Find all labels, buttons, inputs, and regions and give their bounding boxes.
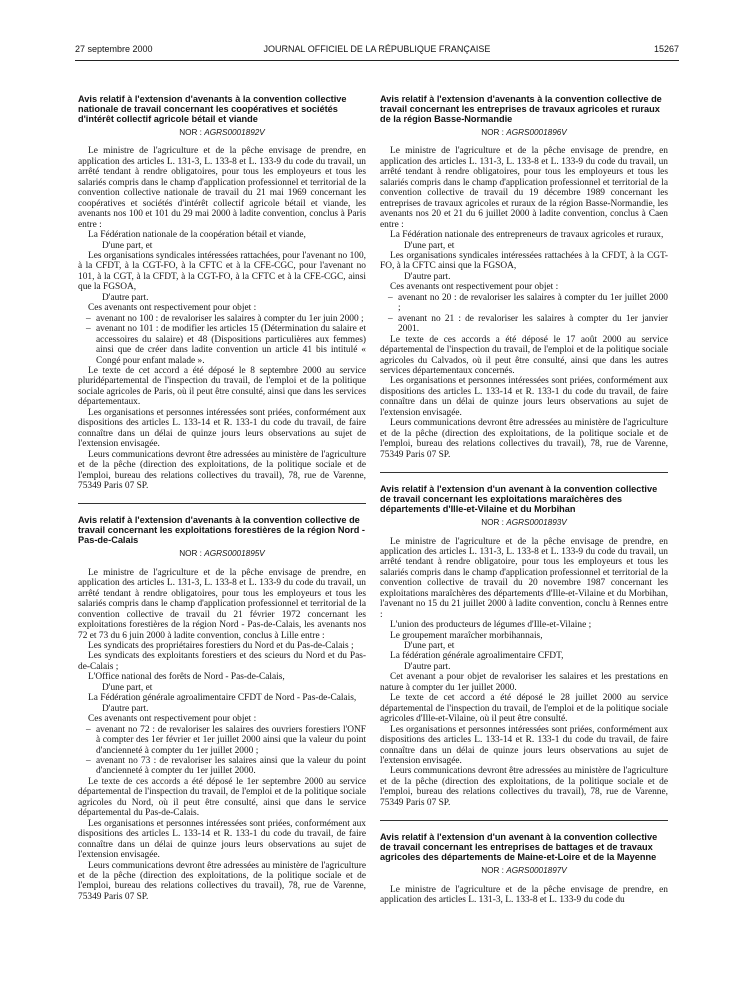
paragraph: Le ministre de l'agriculture et de la pêche envisage de prendre, en application des articles L. 131-3, L. 133-8 et L. 133-9 du code du travail, un arrêté tendant à rendre obligatoire, pour tous les employeurs et tous les salariés compris dans le champ d'application professionnel et territorial de la convention collective de travail du 20 novembre 1987 concernant les exploitations maraîchères des départements d'Ille-et-Vilaine et du Morbihan, l'avenant no 15 du 21 juillet 2000 à ladite convention, conclu à Rennes entre :	[380, 536, 668, 620]
paragraph: Le ministre de l'agriculture et de la pêche envisage de prendre, en application des articles L. 131-3, L. 133-8 et L. 133-9 du code du travail, un arrêté tendant à rendre obligatoires, pour tous les employeurs et tous les salariés compris dans le champ d'application professionnel et territorial de la convention collective de travail du 19 décembre 1989 concernant les entreprises de travaux agricoles et ruraux de la région Basse-Normandie, les avenants nos 20 et 21 du 6 juillet 2000 à ladite convention, conclus à Caen entre :	[380, 146, 668, 230]
nor-code: AGRS0001896V	[506, 128, 567, 137]
paragraph: Le ministre de l'agriculture et de la pêche envisage de prendre, en application des articles L. 131-3, L. 133-8 et L. 133-9 du code du	[380, 884, 668, 906]
header-date: 27 septembre 2000	[75, 44, 153, 54]
list-item: – avenant no 101 : de modifier les articles 15 (Détermination du salaire et accessoires du salaire) et 48 (Dispositions particulières aux femmes) ainsi que de créer dans ladite convention un article 41 bis intitulé « Congé pour enfant malade ».	[88, 324, 366, 366]
nor-label: NOR :	[179, 128, 202, 137]
right-column	[380, 94, 668, 918]
nor-label: NOR :	[481, 518, 504, 528]
notice-cooperatives-betail-viande	[78, 94, 366, 491]
paragraph: Les syndicats des exploitants forestiers et des scieurs du Nord et du Pas-de-Calais ;	[78, 651, 366, 672]
nor-reference	[380, 866, 668, 876]
paragraph: D'une part, et	[404, 641, 455, 652]
article-separator	[78, 503, 366, 504]
paragraph: D'une part, et	[102, 240, 153, 251]
paragraph: Les syndicats des propriétaires forestiers du Nord et du Pas-de-Calais ;	[88, 641, 354, 652]
paragraph: D'autre part.	[102, 703, 149, 714]
paragraph: Les organisations et personnes intéressées sont priées, conformément aux dispositions des articles L. 133-14 et R. 133-1 du code du travail, de faire connaître dans un délai de quinze jours leurs observations au sujet de l'extension envisagée.	[380, 724, 668, 767]
nor-code: AGRS0001897V	[506, 866, 567, 876]
list-item: – avenant no 21 : de revaloriser les salaires à compter du 1er janvier 2001.	[390, 314, 668, 335]
list-item: – avenant no 72 : de revaloriser les salaires des ouvriers forestiers l'ONF à compter des 1er février et 1er juillet 2000 ainsi que la valeur du point d'ancienneté à compter du 1er juillet 2000 ;	[88, 725, 366, 756]
notice-exploitations-maraicheres	[380, 484, 668, 808]
notice-travaux-agricoles-basse-normandie	[380, 94, 668, 460]
paragraph: Cet avenant a pour objet de revaloriser les salaires et les prestations en nature à compter du 1er juillet 2000.	[380, 672, 668, 693]
paragraph: Les organisations syndicales intéressées rattachées à la CFDT, à la CGT-FO, à la CFTC ainsi que la FGSOA,	[380, 250, 668, 272]
notice-title: Avis relatif à l'extension d'avenants à la convention collective de travail concernant les entreprises de travaux agricoles et ruraux de la région Basse-Normandie	[380, 94, 662, 124]
paragraph: Ces avenants ont respectivement pour objet :	[88, 303, 257, 314]
paragraph: Les organisations et personnes intéressées sont priées, conformément aux dispositions des articles L. 133-14 et R. 133-1 du code du travail, de faire connaître dans un délai de quinze jours leurs observations au sujet de l'extension envisagée.	[380, 376, 668, 418]
paragraph: Le texte de cet accord a été déposé le 8 septembre 2000 au service pluridépartemental de l'inspection du travail, de l'emploi et de la politique sociale agricoles de Paris, où il peut être consulté, ainsi que dans les services départementaux.	[78, 365, 366, 408]
nor-reference	[380, 518, 668, 528]
amendment-list	[380, 293, 668, 335]
nor-reference	[78, 549, 366, 559]
nor-reference	[380, 128, 668, 138]
paragraph: D'autre part.	[404, 661, 451, 672]
paragraph: D'une part, et	[102, 682, 153, 693]
paragraph: Leurs communications devront être adressées au ministère de l'agriculture et de la pêche (direction des exploitations, de la politique sociale et de l'emploi, bureau des relations collectives du travail), 78, rue de Varenne, 75349 Paris 07 SP.	[380, 766, 668, 808]
paragraph: L'union des producteurs de légumes d'Ille-et-Vilaine ;	[390, 620, 592, 631]
nor-code: AGRS0001892V	[204, 128, 265, 137]
paragraph: La fédération générale agroalimentaire CFDT,	[390, 651, 564, 662]
notice-title: Avis relatif à l'extension d'avenants à la convention collective de travail concernant les exploitations forestières de la région Nord - Pas-de-Calais	[78, 515, 365, 546]
paragraph: Les organisations et personnes intéressées sont priées, conformément aux dispositions des articles L. 133-14 et R. 133-1 du code du travail, de faire connaître dans un délai de quinze jours leurs observations au sujet de l'extension envisagée.	[78, 818, 366, 861]
nor-code: AGRS0001893V	[506, 518, 567, 528]
left-column	[78, 94, 366, 914]
list-item: – avenant no 73 : de revaloriser les salaires ainsi que la valeur du point d'ancienneté à compter du 1er juillet 2000.	[88, 756, 366, 777]
nor-label: NOR :	[179, 549, 202, 559]
paragraph: Les organisations syndicales intéressées rattachées, pour l'avenant no 100, à la CFDT, à la CGT-FO, à la CFTC et à la CFE-CGC, pour l'avenant no 101, à la CGT, à la CFDT, à la CGT-FO, à la CFTC et à la CFE-CGC, ainsi que la FGSOA,	[78, 250, 366, 293]
paragraph: D'autre part.	[102, 292, 149, 303]
amendment-list	[78, 725, 366, 777]
header-rule	[75, 60, 679, 61]
nor-label: NOR :	[481, 128, 504, 137]
page-header	[75, 44, 679, 56]
paragraph: La Fédération générale agroalimentaire CFDT de Nord - Pas-de-Calais,	[88, 693, 357, 704]
paragraph: Le texte de ces accords a été déposé le 1er septembre 2000 au service départemental de l'inspection du travail, de l'emploi et de la politique sociale agricoles du Nord, où il peut être consulté, ainsi que dans le service départemental du Pas-de-Calais.	[78, 776, 366, 819]
header-journal-title: JOURNAL OFFICIEL DE LA RÉPUBLIQUE FRANÇAISE	[263, 44, 491, 54]
paragraph: Ces avenants ont respectivement pour objet :	[390, 282, 559, 293]
nor-reference	[78, 128, 366, 138]
article-separator	[380, 472, 668, 473]
amendment-list	[78, 314, 366, 366]
notice-title: Avis relatif à l'extension d'un avenant à la convention collective de travail concernant les entreprises de battages et de travaux agricoles des départements de Maine-et-Loire et de la Mayenne	[380, 832, 658, 863]
paragraph: Leurs communications devront être adressées au ministère de l'agriculture et de la pêche (direction des exploitations, de la politique sociale et de l'emploi, bureau des relations collectives du travail), 78, rue de Varenne, 75349 Paris 07 SP.	[78, 449, 366, 491]
paragraph: Le texte de cet accord a été déposé le 28 juillet 2000 au service départemental de l'inspection du travail, de l'emploi et de la politique sociale agricoles d'Ille-et-Vilaine, où il peut être consulté.	[380, 693, 668, 725]
paragraph: La Fédération nationale de la coopération bétail et viande,	[88, 230, 306, 241]
paragraph: Le texte de ces accords a été déposé le 17 août 2000 au service départemental de l'inspection du travail, de l'emploi et de la politique sociale agricoles du Calvados, où il peut être consulté, ainsi que dans les autres services départementaux concernés.	[380, 334, 668, 376]
paragraph: Leurs communications devront être adressées au ministère de l'agriculture et de la pêche (direction des exploitations, de la politique sociale et de l'emploi, bureau des relations collectives du travail), 78, rue de Varenne, 75349 Paris 07 SP.	[380, 418, 668, 460]
notice-battages-maine-et-loire-mayenne	[380, 832, 668, 905]
paragraph: D'une part, et	[404, 240, 455, 251]
paragraph: Le ministre de l'agriculture et de la pêche envisage de prendre, en application des articles L. 131-3, L. 133-8 et L. 133-9 du code du travail, un arrêté tendant à rendre obligatoires, pour tous les employeurs et tous les salariés compris dans le champ d'application professionnel et territorial de la convention collective nationale de travail du 21 mai 1969 concernant les coopératives et sociétés d'intérêt collectif agricole bétail et viande, les avenants nos 100 et 101 du 29 mai 2000 à ladite convention, conclus à Paris entre :	[78, 146, 366, 230]
paragraph: Les organisations et personnes intéressées sont priées, conformément aux dispositions des articles L. 133-14 et R. 133-1 du code du travail, de faire connaître dans un délai de quinze jours leurs observations au sujet de l'extension envisagée.	[78, 407, 366, 450]
header-page-number: 15267	[653, 44, 679, 54]
list-item: – avenant no 20 : de revaloriser les salaires à compter du 1er juillet 2000 ;	[390, 293, 668, 314]
paragraph: Leurs communications devront être adressées au ministère de l'agriculture et de la pêche (direction des exploitations, de la politique sociale et de l'emploi, bureau des relations collectives du travail), 78, rue de Varenne, 75349 Paris 07 SP.	[78, 860, 366, 902]
paragraph: L'Office national des forêts de Nord - Pas-de-Calais,	[88, 672, 285, 683]
list-item: – avenant no 100 : de revaloriser les salaires à compter du 1er juin 2000 ;	[88, 314, 366, 324]
notice-exploitations-forestieres-nord	[78, 515, 366, 902]
notice-title: Avis relatif à l'extension d'avenants à la convention collective nationale de travail concernant les coopératives et sociétés d'intérêt collectif agricole bétail et viande	[78, 94, 347, 124]
paragraph: Ces avenants ont respectivement pour objet :	[88, 714, 257, 725]
paragraph: Le ministre de l'agriculture et de la pêche envisage de prendre, en application des articles L. 131-3, L. 133-8 et L. 133-9 du code du travail, un arrêté tendant à rendre obligatoires, pour tous les employeurs et tous les salariés compris dans le champ d'application professionnel et territorial de la convention collective de travail du 21 février 1972 concernant les exploitations forestières de la région Nord - Pas-de-Calais, les avenants nos 72 et 73 du 6 juin 2000 à ladite convention, conclus à Lille entre :	[78, 567, 366, 641]
nor-code: AGRS0001895V	[204, 549, 265, 559]
paragraph: La Fédération nationale des entrepreneurs de travaux agricoles et ruraux,	[390, 230, 664, 241]
nor-label: NOR :	[481, 866, 504, 876]
notice-title: Avis relatif à l'extension d'un avenant à la convention collective de travail concernant les exploitations maraîchères des départements d'Ille-et-Vilaine et du Morbihan	[380, 484, 658, 515]
paragraph: Le groupement maraîcher morbihannais,	[390, 630, 543, 641]
paragraph: D'autre part.	[404, 271, 451, 282]
article-separator	[380, 820, 668, 821]
